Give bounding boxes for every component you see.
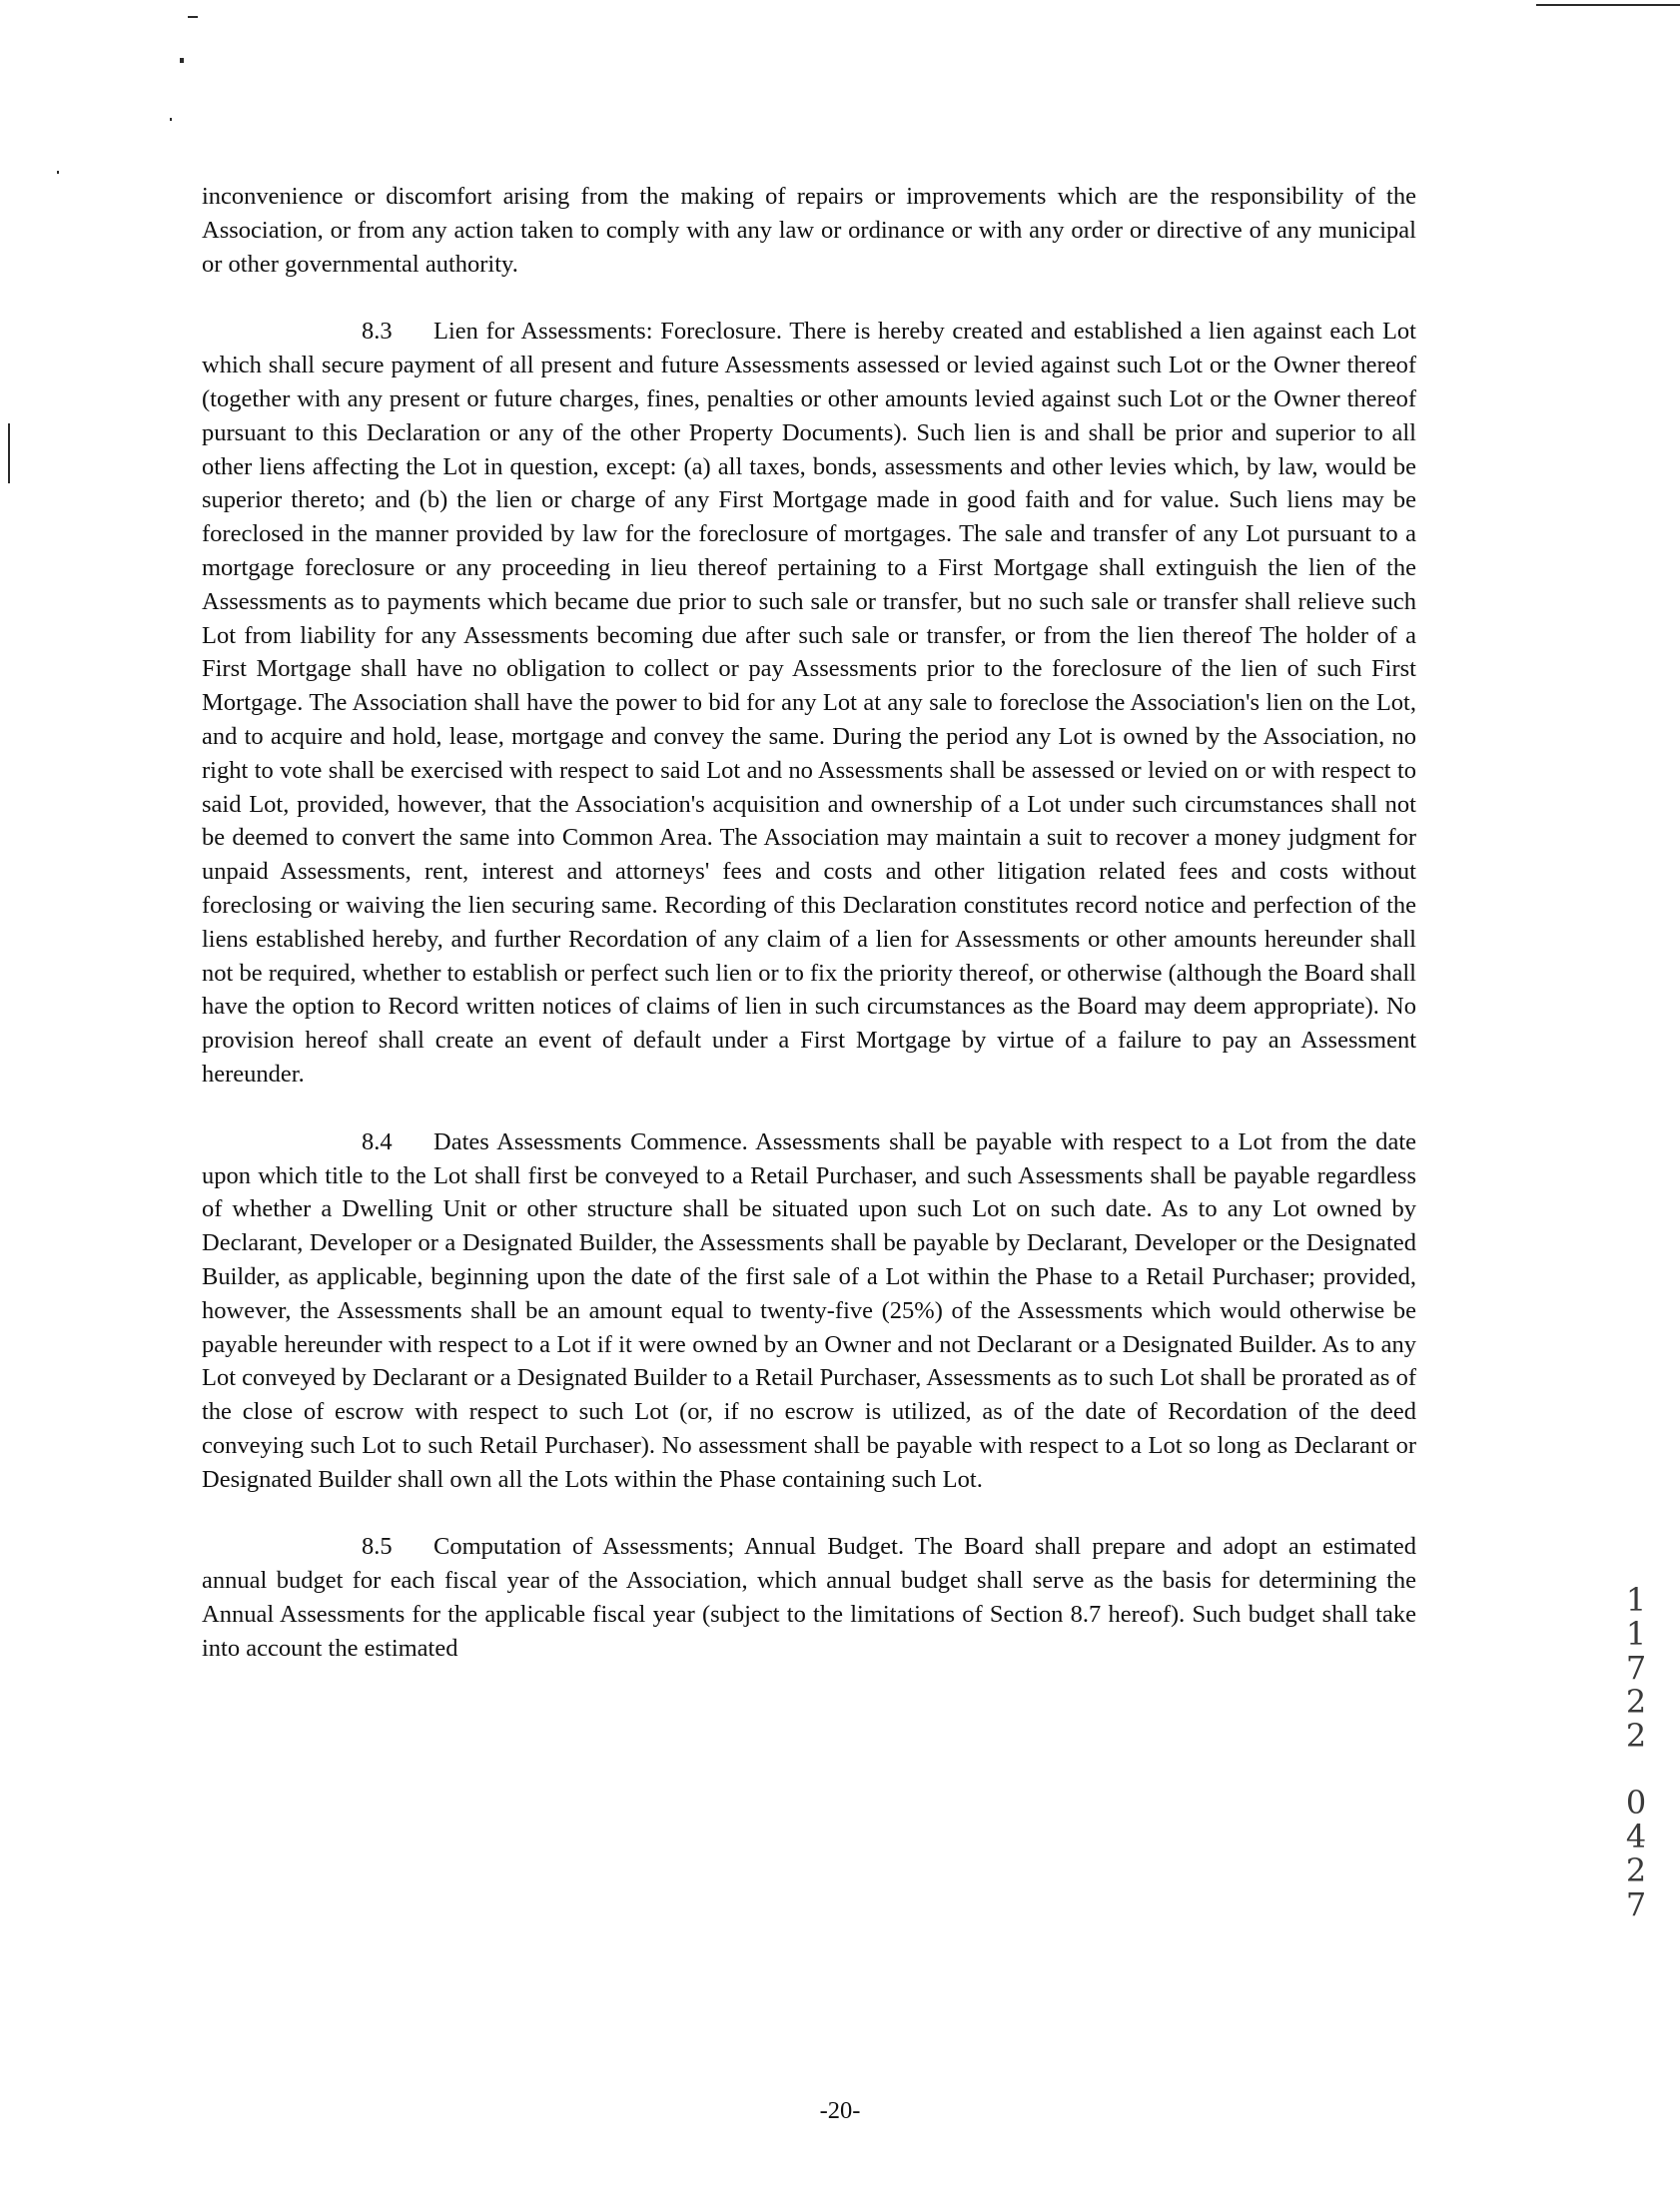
section-number: 8.3 [362, 318, 393, 346]
scan-speck [57, 171, 59, 174]
section-text: Computation of Assessments; Annual Budget. The Board shall prepare and adopt an estimated annual budget for each fiscal year of the Association, which annual budget shall serve as the basis for determining the Annual Assessments for the applicable fiscal year (subject to the limitations of Section 8.7 hereof). Such budget shall take into account the estimated [202, 1533, 1416, 1662]
stamp-digit: 2 [1625, 1717, 1647, 1755]
stamp-digit: 1 [1625, 1581, 1647, 1619]
stamp-digit: 2 [1625, 1683, 1647, 1721]
stamp-digit: 7 [1625, 1649, 1647, 1687]
stamp-digit: 7 [1625, 1885, 1647, 1923]
section-number: 8.5 [362, 1533, 393, 1561]
stamp-digit: 4 [1625, 1818, 1647, 1855]
margin-stamp [1616, 1583, 1656, 1753]
scan-speck [188, 16, 198, 18]
section-text: Dates Assessments Commence. Assessments shall be payable with respect to a Lot from the date upon which title to the Lot shall first be conveyed to a Retail Purchaser, and such Assessments shall be payable regardless of whether a Dwelling Unit or other structure shall be situated upon such Lot on such date. As to any Lot owned by Declarant, Developer or a Designated Builder, the Assessments shall be payable by Declarant, Developer or the Designated Builder, as applicable, beginning upon the date of the first sale of a Lot within the Phase to a Retail Purchaser; provided, however, the Assessments shall be an amount equal to twenty-five (25%) of the Assessments which would otherwise be payable hereunder with respect to a Lot if it were owned by an Owner and not Declarant or a Designated Builder. As to any Lot conveyed by Declarant or a Designated Builder to a Retail Purchaser, Assessments as to such Lot shall be prorated as of the close of escrow with respect to such Lot (or, if no escrow is utilized, as of the date of Recordation of the deed conveying such Lot to such Retail Purchaser). No assessment shall be payable with respect to a Lot so long as Declarant or Designated Builder shall own all the Lots within the Phase containing such Lot. [202, 1127, 1416, 1493]
margin-stamp [1616, 1786, 1656, 1921]
section-number: 8.4 [362, 1127, 393, 1155]
stamp-digit: 0 [1625, 1784, 1647, 1822]
stamp-digit: 2 [1625, 1851, 1647, 1889]
margin-bar [8, 423, 10, 483]
section-8-4 [202, 1125, 1416, 1497]
scan-speck [170, 118, 172, 121]
page-number: -20- [819, 2097, 861, 2124]
stamp-digit: 1 [1625, 1615, 1647, 1653]
intro-paragraph: inconvenience or discomfort arising from the making of repairs or improvements which are the responsibility of the Association, or from any action taken to comply with any law or ordinance or with any order or directive of any municipal or other governmental authority. [202, 183, 1416, 278]
section-8-5 [202, 1530, 1416, 1665]
scan-speck [1536, 4, 1680, 6]
scan-speck [180, 58, 184, 63]
section-text: Lien for Assessments: Foreclosure. There is hereby created and established a lien against each Lot which shall secure payment of all present and future Assessments assessed or levied against such Lot or the Owner thereof (together with any present or future charges, fines, penalties or other amounts levied against such Lot or the Owner thereof pursuant to this Declaration or any of the other Property Documents). Such lien is and shall be prior and superior to all other liens affecting the Lot in question, except: (a) all taxes, bonds, assessments and other levies which, by law, would be superior thereto; and (b) the lien or charge of any First Mortgage made in good faith and for value. Such liens may be foreclosed in the manner provided by law for the foreclosure of mortgages. The sale and transfer of any Lot pursuant to a mortgage foreclosure or any proceeding in lieu thereof pertaining to a First Mortgage shall extinguish the lien of the Assessments as to payments which became due prior to such sale or transfer, but no such sale or transfer shall relieve such Lot from liability for any Assessments becoming due after such sale or transfer, or from the lien thereof The holder of a First Mortgage shall have no obligation to collect or pay Assessments prior to the foreclosure of the lien of such First Mortgage. The Association shall have the power to bid for any Lot at any sale to foreclose the Association's lien on the Lot, and to acquire and hold, lease, mortgage and convey the same. During the period any Lot is owned by the Association, no right to vote shall be exercised with respect to said Lot and no Assessments shall be assessed or levied on or with respect to said Lot, provided, however, that the Association's acquisition and ownership of a Lot under such circumstances shall not be deemed to convert the same into Common Area. The Association may maintain a suit to recover a money judgment for unpaid Assessments, rent, interest and attorneys' fees and costs and other litigation related fees and costs without foreclosing or waiving the lien securing same. Recording of this Declaration constitutes record notice and perfection of the liens established hereby, and further Recordation of any claim of a lien for Assessments or other amounts hereunder shall not be required, whether to establish or perfect such lien or to fix the priority thereof, or otherwise (although the Board shall have the option to Record written notices of claims of lien in such circumstances as the Board may deem appropriate). No provision hereof shall create an event of default under a First Mortgage by virtue of a failure to pay an Assessment hereunder. [202, 318, 1416, 1088]
document-body [202, 180, 1416, 1666]
section-8-3 [202, 315, 1416, 1091]
